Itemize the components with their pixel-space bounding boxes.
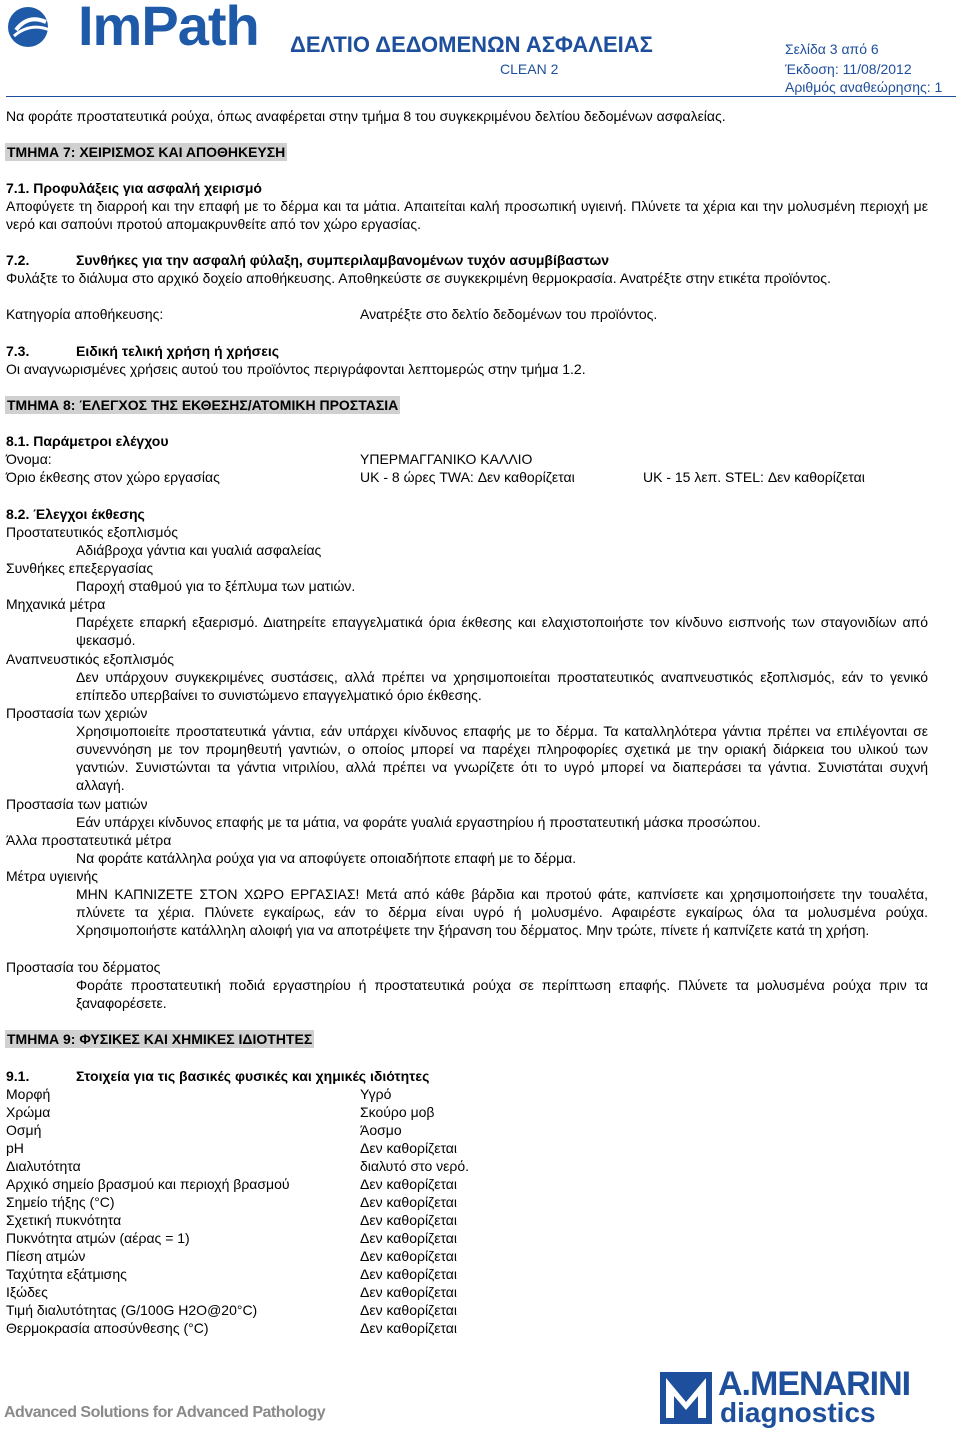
control-label: Μηχανικά μέτρα [6, 596, 106, 612]
control-label: Άλλα προστατευτικά μέτρα [6, 832, 172, 848]
control-text: Να φοράτε κατάλληλα ρούχα για να αποφύγετε οποιαδήποτε επαφή με το δέρμα. [76, 850, 577, 866]
control-text: ΜΗΝ ΚΑΠΝΙΖΕΤΕ ΣΤΟΝ ΧΩΡΟ ΕΡΓΑΣΙΑΣ! Μετά από κάθε βάρδια και προτού φάτε, καπνίσετε και χρησιμοποιήσετε την τουαλέτα, πλύνετε τα χέρια. Πλύνετε εγκαίρως, εάν το δέρμα είναι υγρό ή μολυσμένο. Αφαιρέστε εγκαίρως όλα τα μολυσμένα ρούχα. Χρησιμοποιήστε κατάλληλη αλοιφή για να αποτρέψετε την ξήρανση του δέρματος. Μην τρώτε, πίνετε ή καπνίζετε κατά τη χρήση. [76, 886, 928, 938]
property-value: Δεν καθορίζεται [360, 1140, 458, 1156]
control-label: Μέτρα υγιεινής [6, 868, 99, 884]
control-label: Προστασία των χεριών [6, 705, 148, 721]
name-value: ΥΠΕΡΜΑΓΓΑΝΙΚΟ ΚΑΛΛΙΟ [360, 451, 533, 467]
control-text: Φοράτε προστατευτική ποδιά εργαστηρίου ή προστατευτικά ρούχα σε περίπτωση επαφής. Πλύνετε τα μολυσμένα ρούχα πριν τα ξαναφορέσετε. [76, 977, 928, 1011]
heading-8-2: 8.2. Έλεγχοι έκθεσης [6, 506, 145, 522]
control-text: Παροχή σταθμού για το ξέπλυμα των ματιών. [76, 578, 356, 594]
property-value: Δεν καθορίζεται [360, 1284, 458, 1300]
control-label: Προστασία των ματιών [6, 796, 148, 812]
property-label: Πίεση ατμών [6, 1248, 86, 1264]
property-label: pH [6, 1140, 24, 1156]
control-text: Αδιάβροχα γάντια και γυαλιά ασφαλείας [76, 542, 322, 558]
exposure-limit-twa: UK - 8 ώρες TWA: Δεν καθορίζεται [360, 469, 575, 485]
property-label: Σχετική πυκνότητα [6, 1212, 122, 1228]
menarini-diagnostics: diagnostics [720, 1397, 876, 1428]
heading-9-1-number: 9.1. [6, 1068, 30, 1084]
heading-9-1: Στοιχεία για τις βασικές φυσικές και χημικές ιδιότητες [76, 1068, 430, 1084]
property-value: Δεν καθορίζεται [360, 1194, 458, 1210]
document-title: ΔΕΛΤΙΟ ΔΕΔΟΜΕΝΩΝ ΑΣΦΑΛΕΙΑΣ [290, 32, 653, 57]
property-label: Οσμή [6, 1122, 42, 1138]
property-label: Διαλυτότητα [6, 1158, 81, 1174]
property-value: Υγρό [360, 1086, 392, 1102]
property-value: Δεν καθορίζεται [360, 1176, 458, 1192]
property-label: Σημείο τήξης (°C) [6, 1194, 115, 1210]
property-label: Αρχικό σημείο βρασμού και περιοχή βρασμού [6, 1176, 290, 1192]
heading-7-2-number: 7.2. [6, 252, 30, 268]
property-value: Δεν καθορίζεται [360, 1248, 458, 1264]
paragraph-7-1: Αποφύγετε τη διαρροή και την επαφή με το δέρμα και τα μάτια. Απαιτείται καλή προσωπική υγιεινή. Πλύνετε τα χέρια και την μολυσμένη περιοχή με νερό και σαπούνι προτού απομακρυνθείτε από τον χώρο εργασίας. [6, 198, 928, 232]
control-text: Παρέχετε επαρκή εξαερισμό. Διατηρείτε επαγγελματικά όρια έκθεσης και ελαχιστοποιήστε τον κίνδυνο εισπνοής των σταγονιδίων από ψεκασμό. [76, 614, 928, 648]
storage-category-value: Ανατρέξτε στο δελτίο δεδομένων του προϊόντος. [360, 306, 658, 322]
property-label: Χρώμα [6, 1104, 51, 1120]
intro-line: Να φοράτε προστατευτικά ρούχα, όπως αναφέρεται στην τμήμα 8 του συγκεκριμένου δελτίου δεδομένων ασφαλείας. [6, 108, 726, 124]
product-name: CLEAN 2 [500, 61, 559, 77]
property-label: Ιξώδες [6, 1284, 48, 1300]
property-value: Άοσμο [360, 1122, 402, 1138]
property-value: Δεν καθορίζεται [360, 1212, 458, 1228]
section-7-title: ΤΜΗΜΑ 7: ΧΕΙΡΙΣΜΟΣ ΚΑΙ ΑΠΟΘΗΚΕΥΣΗ [7, 144, 286, 160]
heading-7-3: Ειδική τελική χρήση ή χρήσεις [76, 343, 280, 359]
control-label: Συνθήκες επεξεργασίας [6, 560, 154, 576]
section-8-title: ΤΜΗΜΑ 8: ΈΛΕΓΧΟΣ ΤΗΣ ΕΚΘΕΣΗΣ/ΑΤΟΜΙΚΗ ΠΡΟΣΤΑΣΙΑ [7, 397, 399, 413]
control-label: Αναπνευστικός εξοπλισμός [6, 651, 174, 667]
property-value: διαλυτό στο νερό. [360, 1158, 470, 1174]
name-label: Όνομα: [6, 451, 52, 467]
paragraph-7-3: Οι αναγνωρισμένες χρήσεις αυτού του προϊόντος περιγράφονται λεπτομερώς στην τμήμα 1.2. [6, 361, 586, 377]
property-value: Δεν καθορίζεται [360, 1230, 458, 1246]
control-text: Εάν υπάρχει κίνδυνος επαφής με τα μάτια, να φοράτε γυαλιά εργαστηρίου ή προστατευτική μάσκα προσώπου. [76, 814, 761, 830]
property-value: Δεν καθορίζεται [360, 1302, 458, 1318]
footer-tagline: Advanced Solutions for Advanced Pathology [4, 1404, 326, 1421]
control-label: Προστασία του δέρματος [6, 959, 161, 975]
property-label: Μορφή [6, 1086, 51, 1102]
control-text: Χρησιμοποιείτε προστατευτικά γάντια, εάν υπάρχει κίνδυνος επαφής με το δέρμα. Τα καταλληλότερα γάντια πρέπει να επιλέγονται σε συνεννόηση με τον προμηθευτή γαντιών, ο οποίος μπορεί να παρέχει πληροφορίες σχετικά με την οριακή διάρκεια του υλικού των γαντιών. Συνιστώνται τα γάντια νιτριλίου, αλλά πρέπει να γνωρίζετε ότι το υγρό μπορεί να διαπεράσει τα γάντια. Συνιστάται συχνή αλλαγή. [76, 723, 928, 793]
property-value: Δεν καθορίζεται [360, 1320, 458, 1336]
issue-date: Έκδοση: 11/08/2012 [785, 61, 912, 77]
storage-category-label: Κατηγορία αποθήκευσης: [6, 306, 164, 322]
header-divider [6, 96, 956, 97]
heading-7-3-number: 7.3. [6, 343, 30, 359]
impath-logo-icon [6, 4, 68, 50]
paragraph-7-2: Φυλάξτε το διάλυμα στο αρχικό δοχείο αποθήκευσης. Αποθηκεύστε σε συγκεκριμένη θερμοκρασία. Ανατρέξτε στην ετικέτα προϊόντος. [6, 270, 831, 286]
revision-number: Αριθμός αναθεώρησης: 1 [785, 79, 943, 95]
exposure-limit-label: Όριο έκθεσης στον χώρο εργασίας [6, 469, 220, 485]
property-label: Πυκνότητα ατμών (αέρας = 1) [6, 1230, 190, 1246]
control-label: Προστατευτικός εξοπλισμός [6, 524, 178, 540]
heading-7-1: 7.1. Προφυλάξεις για ασφαλή χειρισμό [6, 180, 262, 196]
menarini-brand: A.MENARINI [718, 1365, 911, 1403]
property-label: Ταχύτητα εξάτμισης [6, 1266, 127, 1282]
impath-logo: ImPath [78, 0, 259, 57]
property-value: Σκούρο μοβ [360, 1104, 435, 1120]
property-label: Τιμή διαλυτότητας (G/100G H2O@20°C) [6, 1302, 258, 1318]
document-header [0, 0, 960, 98]
menarini-logo-icon [660, 1372, 712, 1424]
exposure-limit-stel: UK - 15 λεπ. STEL: Δεν καθορίζεται [643, 469, 865, 485]
heading-8-1: 8.1. Παράμετροι ελέγχου [6, 433, 169, 449]
heading-7-2: Συνθήκες για την ασφαλή φύλαξη, συμπεριλαμβανομένων τυχόν ασυμβίβαστων [76, 252, 610, 268]
property-label: Θερμοκρασία αποσύνθεσης (°C) [6, 1320, 209, 1336]
section-9-title: ΤΜΗΜΑ 9: ΦΥΣΙΚΕΣ ΚΑΙ ΧΗΜΙΚΕΣ ΙΔΙΟΤΗΤΕΣ [7, 1031, 313, 1047]
control-text: Δεν υπάρχουν συγκεκριμένες συστάσεις, αλλά πρέπει να χρησιμοποιείται προστατευτικός αναπνευστικός εξοπλισμός, εάν το γενικό επίπεδο υπερβαίνει το συνιστώμενο επαγγελματικό όριο έκθεσης. [76, 669, 928, 703]
property-value: Δεν καθορίζεται [360, 1266, 458, 1282]
page-number: Σελίδα 3 από 6 [785, 41, 879, 57]
